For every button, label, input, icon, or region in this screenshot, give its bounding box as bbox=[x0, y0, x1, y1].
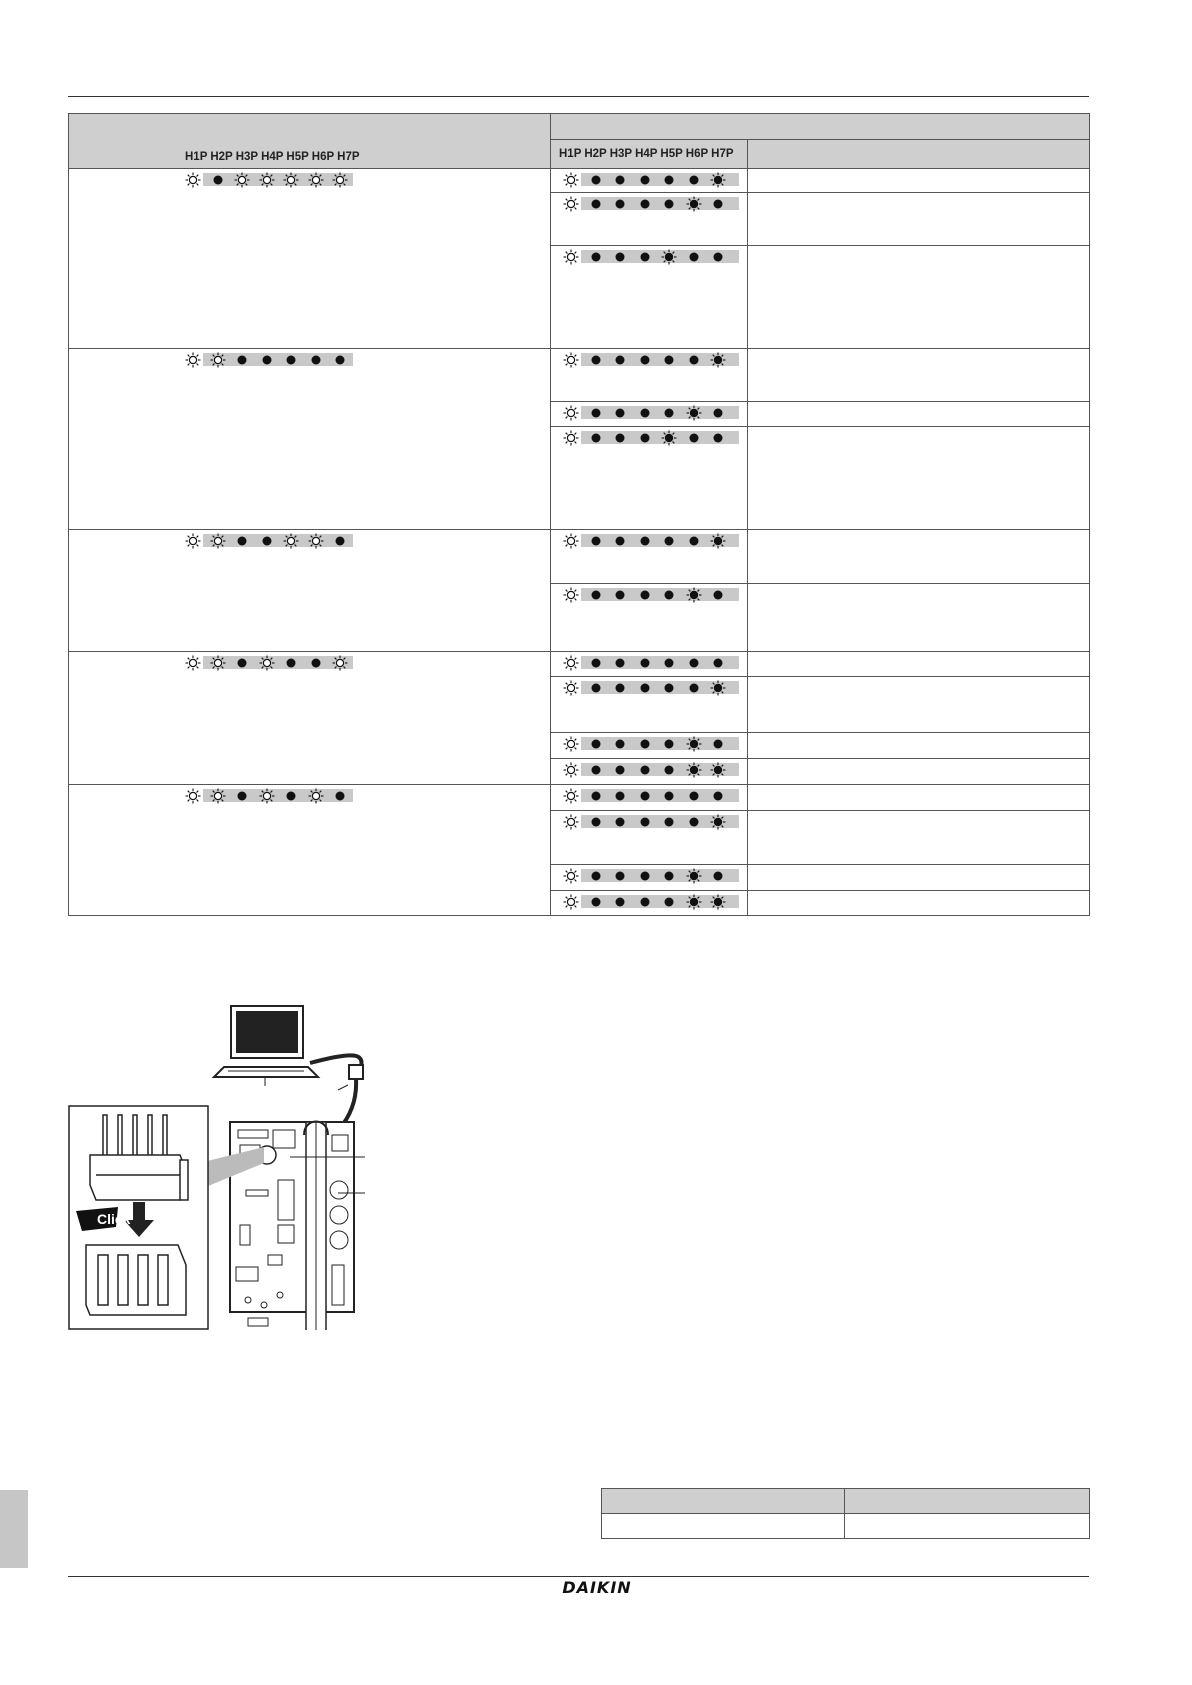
small-table bbox=[601, 1488, 1090, 1539]
led-on-icon bbox=[710, 762, 726, 778]
led-indicator-strip bbox=[551, 349, 747, 367]
led-off-icon bbox=[661, 814, 677, 830]
led-on-icon bbox=[710, 894, 726, 910]
led-off-icon bbox=[612, 655, 628, 671]
led-on-icon bbox=[710, 352, 726, 368]
led-indicator-strip bbox=[551, 677, 747, 695]
led-blink-icon bbox=[563, 405, 579, 421]
led-off-icon bbox=[588, 352, 604, 368]
led-off-icon bbox=[332, 352, 348, 368]
description-cell bbox=[748, 891, 1090, 916]
led-blink-icon bbox=[210, 788, 226, 804]
led-on-icon bbox=[710, 533, 726, 549]
led-off-icon bbox=[259, 533, 275, 549]
led-indicator-strip bbox=[551, 246, 747, 264]
led-off-icon bbox=[710, 196, 726, 212]
header-left-cell bbox=[69, 114, 551, 169]
led-blink-icon bbox=[563, 762, 579, 778]
led-off-icon bbox=[283, 352, 299, 368]
led-off-icon bbox=[612, 736, 628, 752]
led-indicator-strip bbox=[551, 733, 747, 751]
led-off-icon bbox=[308, 655, 324, 671]
led-status-table bbox=[68, 113, 1090, 916]
led-indicator-strip bbox=[551, 785, 747, 803]
led-blink-icon bbox=[563, 587, 579, 603]
led-blink-icon bbox=[185, 655, 201, 671]
led-blink-icon bbox=[563, 352, 579, 368]
laptop-icon bbox=[214, 1006, 318, 1086]
led-off-icon bbox=[283, 788, 299, 804]
led-off-icon bbox=[637, 430, 653, 446]
led-blink-icon bbox=[210, 352, 226, 368]
led-off-icon bbox=[588, 894, 604, 910]
led-indicator-strip bbox=[69, 785, 550, 803]
sub-condition-cell bbox=[551, 652, 748, 677]
led-off-icon bbox=[588, 655, 604, 671]
led-blink-icon bbox=[563, 788, 579, 804]
led-off-icon bbox=[637, 533, 653, 549]
led-off-icon bbox=[710, 868, 726, 884]
led-blink-icon bbox=[563, 196, 579, 212]
led-off-icon bbox=[332, 533, 348, 549]
led-blink-icon bbox=[259, 172, 275, 188]
led-off-icon bbox=[686, 655, 702, 671]
led-off-icon bbox=[612, 533, 628, 549]
description-cell bbox=[748, 193, 1090, 246]
led-off-icon bbox=[661, 172, 677, 188]
led-blink-icon bbox=[234, 172, 250, 188]
led-off-icon bbox=[588, 788, 604, 804]
click-callout-text: Click bbox=[97, 1211, 131, 1227]
led-blink-icon bbox=[563, 814, 579, 830]
led-off-icon bbox=[637, 405, 653, 421]
led-off-icon bbox=[686, 680, 702, 696]
led-indicator-strip bbox=[551, 759, 747, 777]
sub-condition-cell bbox=[551, 349, 748, 402]
led-off-icon bbox=[661, 680, 677, 696]
led-blink-icon bbox=[308, 172, 324, 188]
led-off-icon bbox=[661, 736, 677, 752]
led-off-icon bbox=[210, 172, 226, 188]
led-on-icon bbox=[686, 762, 702, 778]
led-off-icon bbox=[588, 249, 604, 265]
led-indicator-strip bbox=[69, 530, 550, 548]
description-cell bbox=[748, 733, 1090, 759]
led-off-icon bbox=[332, 788, 348, 804]
led-blink-icon bbox=[308, 533, 324, 549]
description-cell bbox=[748, 584, 1090, 652]
led-off-icon bbox=[588, 405, 604, 421]
led-off-icon bbox=[234, 788, 250, 804]
sub-condition-cell bbox=[551, 891, 748, 916]
led-on-icon bbox=[686, 736, 702, 752]
led-on-icon bbox=[710, 680, 726, 696]
led-off-icon bbox=[637, 788, 653, 804]
description-cell bbox=[748, 759, 1090, 785]
led-bar-background bbox=[203, 534, 353, 547]
led-off-icon bbox=[661, 762, 677, 778]
right-led-labels: H1P H2P H3P H4P H5P H6P H7P bbox=[559, 148, 734, 160]
led-off-icon bbox=[588, 762, 604, 778]
led-off-icon bbox=[588, 736, 604, 752]
led-blink-icon bbox=[563, 868, 579, 884]
led-off-icon bbox=[612, 430, 628, 446]
small-table-header-cell bbox=[845, 1489, 1090, 1514]
connector-detail-icon bbox=[69, 1106, 208, 1329]
sub-condition-cell bbox=[551, 677, 748, 733]
led-on-icon bbox=[661, 249, 677, 265]
led-indicator-strip bbox=[69, 169, 550, 187]
table-row bbox=[69, 530, 1090, 584]
led-blink-icon bbox=[210, 533, 226, 549]
led-off-icon bbox=[234, 533, 250, 549]
led-off-icon bbox=[612, 680, 628, 696]
led-blink-icon bbox=[563, 533, 579, 549]
led-blink-icon bbox=[332, 172, 348, 188]
small-table-header-cell bbox=[602, 1489, 845, 1514]
led-on-icon bbox=[661, 430, 677, 446]
led-on-icon bbox=[686, 405, 702, 421]
led-off-icon bbox=[686, 430, 702, 446]
led-indicator-strip bbox=[551, 530, 747, 548]
led-off-icon bbox=[612, 405, 628, 421]
led-off-icon bbox=[612, 814, 628, 830]
led-off-icon bbox=[308, 352, 324, 368]
led-off-icon bbox=[686, 533, 702, 549]
group-condition-cell bbox=[69, 652, 551, 785]
sub-condition-cell bbox=[551, 193, 748, 246]
led-on-icon bbox=[686, 587, 702, 603]
led-off-icon bbox=[612, 172, 628, 188]
led-off-icon bbox=[637, 868, 653, 884]
header-description-cell bbox=[748, 140, 1090, 169]
led-off-icon bbox=[612, 587, 628, 603]
led-off-icon bbox=[612, 196, 628, 212]
led-indicator-strip bbox=[551, 584, 747, 602]
led-off-icon bbox=[710, 655, 726, 671]
led-off-icon bbox=[637, 680, 653, 696]
sub-condition-cell bbox=[551, 427, 748, 530]
top-rule bbox=[68, 96, 1089, 97]
description-cell bbox=[748, 349, 1090, 402]
led-indicator-strip bbox=[69, 349, 550, 367]
led-blink-icon bbox=[563, 655, 579, 671]
led-off-icon bbox=[637, 172, 653, 188]
led-indicator-strip bbox=[551, 169, 747, 187]
led-off-icon bbox=[661, 868, 677, 884]
led-indicator-strip bbox=[551, 865, 747, 883]
led-indicator-strip bbox=[551, 652, 747, 670]
led-off-icon bbox=[259, 352, 275, 368]
led-off-icon bbox=[637, 762, 653, 778]
led-off-icon bbox=[710, 736, 726, 752]
led-indicator-strip bbox=[551, 427, 747, 445]
group-condition-cell bbox=[69, 349, 551, 530]
led-off-icon bbox=[686, 352, 702, 368]
led-off-icon bbox=[661, 196, 677, 212]
group-condition-cell bbox=[69, 169, 551, 349]
led-on-icon bbox=[710, 814, 726, 830]
led-off-icon bbox=[234, 655, 250, 671]
description-cell bbox=[748, 677, 1090, 733]
led-off-icon bbox=[588, 196, 604, 212]
sub-condition-cell bbox=[551, 169, 748, 193]
description-cell bbox=[748, 246, 1090, 349]
led-off-icon bbox=[612, 249, 628, 265]
table-row bbox=[69, 169, 1090, 193]
led-blink-icon bbox=[563, 736, 579, 752]
led-on-icon bbox=[686, 196, 702, 212]
description-cell bbox=[748, 785, 1090, 811]
led-blink-icon bbox=[259, 655, 275, 671]
table-row bbox=[69, 652, 1090, 677]
led-off-icon bbox=[661, 533, 677, 549]
led-off-icon bbox=[686, 788, 702, 804]
led-off-icon bbox=[588, 172, 604, 188]
led-off-icon bbox=[661, 788, 677, 804]
led-off-icon bbox=[710, 405, 726, 421]
led-off-icon bbox=[588, 430, 604, 446]
led-bar-background bbox=[203, 173, 353, 186]
daikin-logo: DAIKIN bbox=[562, 1578, 632, 1597]
led-on-icon bbox=[686, 894, 702, 910]
sub-condition-cell bbox=[551, 865, 748, 891]
led-blink-icon bbox=[563, 172, 579, 188]
table-row bbox=[69, 349, 1090, 402]
led-off-icon bbox=[637, 196, 653, 212]
sub-condition-cell bbox=[551, 402, 748, 427]
led-off-icon bbox=[588, 533, 604, 549]
sub-condition-cell bbox=[551, 811, 748, 865]
led-off-icon bbox=[588, 814, 604, 830]
description-cell bbox=[748, 652, 1090, 677]
small-table-header-row bbox=[602, 1489, 1090, 1514]
sub-condition-cell bbox=[551, 530, 748, 584]
led-blink-icon bbox=[185, 172, 201, 188]
table-row bbox=[69, 785, 1090, 811]
led-blink-icon bbox=[308, 788, 324, 804]
led-off-icon bbox=[588, 680, 604, 696]
header-right-led-cell bbox=[551, 140, 748, 169]
led-off-icon bbox=[612, 352, 628, 368]
led-off-icon bbox=[637, 655, 653, 671]
bottom-rule bbox=[68, 1576, 1089, 1577]
small-table-cell bbox=[602, 1514, 845, 1539]
led-off-icon bbox=[612, 894, 628, 910]
led-blink-icon bbox=[563, 430, 579, 446]
led-off-icon bbox=[234, 352, 250, 368]
description-cell bbox=[748, 530, 1090, 584]
led-off-icon bbox=[686, 249, 702, 265]
led-off-icon bbox=[661, 587, 677, 603]
led-indicator-strip bbox=[551, 891, 747, 909]
led-off-icon bbox=[637, 736, 653, 752]
sub-condition-cell bbox=[551, 246, 748, 349]
led-bar-background bbox=[203, 789, 353, 802]
group-condition-cell bbox=[69, 785, 551, 916]
led-off-icon bbox=[637, 249, 653, 265]
led-blink-icon bbox=[332, 655, 348, 671]
led-on-icon bbox=[686, 868, 702, 884]
led-off-icon bbox=[710, 587, 726, 603]
led-bar-background bbox=[203, 656, 353, 669]
small-table-cell bbox=[845, 1514, 1090, 1539]
led-off-icon bbox=[283, 655, 299, 671]
led-blink-icon bbox=[563, 680, 579, 696]
led-blink-icon bbox=[283, 172, 299, 188]
service-tool-illustration bbox=[68, 1005, 388, 1330]
usb-adapter-icon bbox=[349, 1065, 363, 1079]
description-cell bbox=[748, 865, 1090, 891]
led-off-icon bbox=[637, 587, 653, 603]
led-bar-background bbox=[203, 353, 353, 366]
sub-condition-cell bbox=[551, 584, 748, 652]
led-off-icon bbox=[637, 814, 653, 830]
led-off-icon bbox=[637, 352, 653, 368]
description-cell bbox=[748, 811, 1090, 865]
sub-condition-cell bbox=[551, 759, 748, 785]
led-blink-icon bbox=[185, 788, 201, 804]
led-indicator-strip bbox=[551, 402, 747, 420]
led-off-icon bbox=[661, 352, 677, 368]
group-condition-cell bbox=[69, 530, 551, 652]
led-off-icon bbox=[588, 587, 604, 603]
description-cell bbox=[748, 427, 1090, 530]
led-off-icon bbox=[661, 405, 677, 421]
led-off-icon bbox=[710, 249, 726, 265]
led-off-icon bbox=[661, 894, 677, 910]
led-off-icon bbox=[637, 894, 653, 910]
chapter-side-tab bbox=[0, 1490, 28, 1568]
led-off-icon bbox=[710, 788, 726, 804]
led-indicator-strip bbox=[551, 193, 747, 211]
led-indicator-strip bbox=[69, 652, 550, 670]
left-led-labels: H1P H2P H3P H4P H5P H6P H7P bbox=[185, 151, 360, 163]
sub-condition-cell bbox=[551, 785, 748, 811]
table-header-row-1 bbox=[69, 114, 1090, 140]
led-blink-icon bbox=[259, 788, 275, 804]
led-off-icon bbox=[612, 762, 628, 778]
led-off-icon bbox=[612, 788, 628, 804]
led-blink-icon bbox=[563, 249, 579, 265]
led-blink-icon bbox=[283, 533, 299, 549]
led-indicator-strip bbox=[551, 811, 747, 829]
led-blink-icon bbox=[563, 894, 579, 910]
led-off-icon bbox=[612, 868, 628, 884]
led-off-icon bbox=[588, 868, 604, 884]
led-off-icon bbox=[686, 172, 702, 188]
description-cell bbox=[748, 402, 1090, 427]
led-on-icon bbox=[710, 172, 726, 188]
led-blink-icon bbox=[185, 352, 201, 368]
led-blink-icon bbox=[210, 655, 226, 671]
header-right-top-cell bbox=[551, 114, 1090, 140]
description-cell bbox=[748, 169, 1090, 193]
small-table-row bbox=[602, 1514, 1090, 1539]
led-off-icon bbox=[686, 814, 702, 830]
sub-condition-cell bbox=[551, 733, 748, 759]
led-blink-icon bbox=[185, 533, 201, 549]
led-off-icon bbox=[710, 430, 726, 446]
led-off-icon bbox=[661, 655, 677, 671]
